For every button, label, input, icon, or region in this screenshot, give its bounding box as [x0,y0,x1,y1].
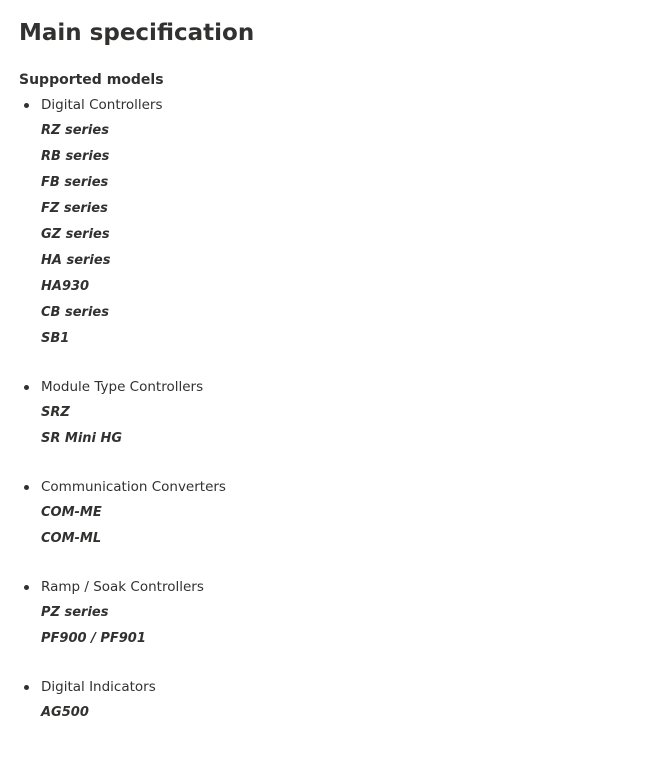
category-digital-indicators [0,676,226,724]
model-item: FB series [41,175,109,190]
category-digital-controllers [0,94,226,350]
model-list [41,502,226,550]
bullet-icon [24,103,29,108]
model-item: PF900 / PF901 [41,631,146,646]
model-item: GZ series [41,227,110,242]
category-communication-converters [0,476,226,550]
model-item: CB series [41,305,109,320]
bullet-icon [24,485,29,490]
category-module-type-controllers [0,376,226,450]
model-item: FZ series [41,201,108,216]
model-item: PZ series [41,605,109,620]
model-item: SB1 [41,331,70,346]
model-item: COM-ME [41,505,102,520]
model-item: SR Mini HG [41,431,123,446]
category-label: Digital Controllers [41,97,163,113]
category-list [0,94,226,750]
model-item: RZ series [41,123,109,138]
bullet-icon [24,585,29,590]
model-list [41,602,226,650]
model-list [41,402,226,450]
model-item: COM-ML [41,531,102,546]
supported-models-heading: Supported models [19,72,164,88]
category-label: Ramp / Soak Controllers [41,579,204,595]
model-item: AG500 [41,705,89,720]
model-item: HA series [41,253,111,268]
category-label: Module Type Controllers [41,379,204,395]
category-label: Communication Converters [41,479,226,495]
bullet-icon [24,685,29,690]
model-item: SRZ [41,405,70,420]
page-title: Main specification [19,20,255,46]
model-item: RB series [41,149,110,164]
category-label: Digital Indicators [41,679,156,695]
bullet-icon [24,385,29,390]
model-list [41,120,226,350]
model-list [41,702,226,724]
category-ramp-soak-controllers [0,576,226,650]
model-item: HA930 [41,279,90,294]
